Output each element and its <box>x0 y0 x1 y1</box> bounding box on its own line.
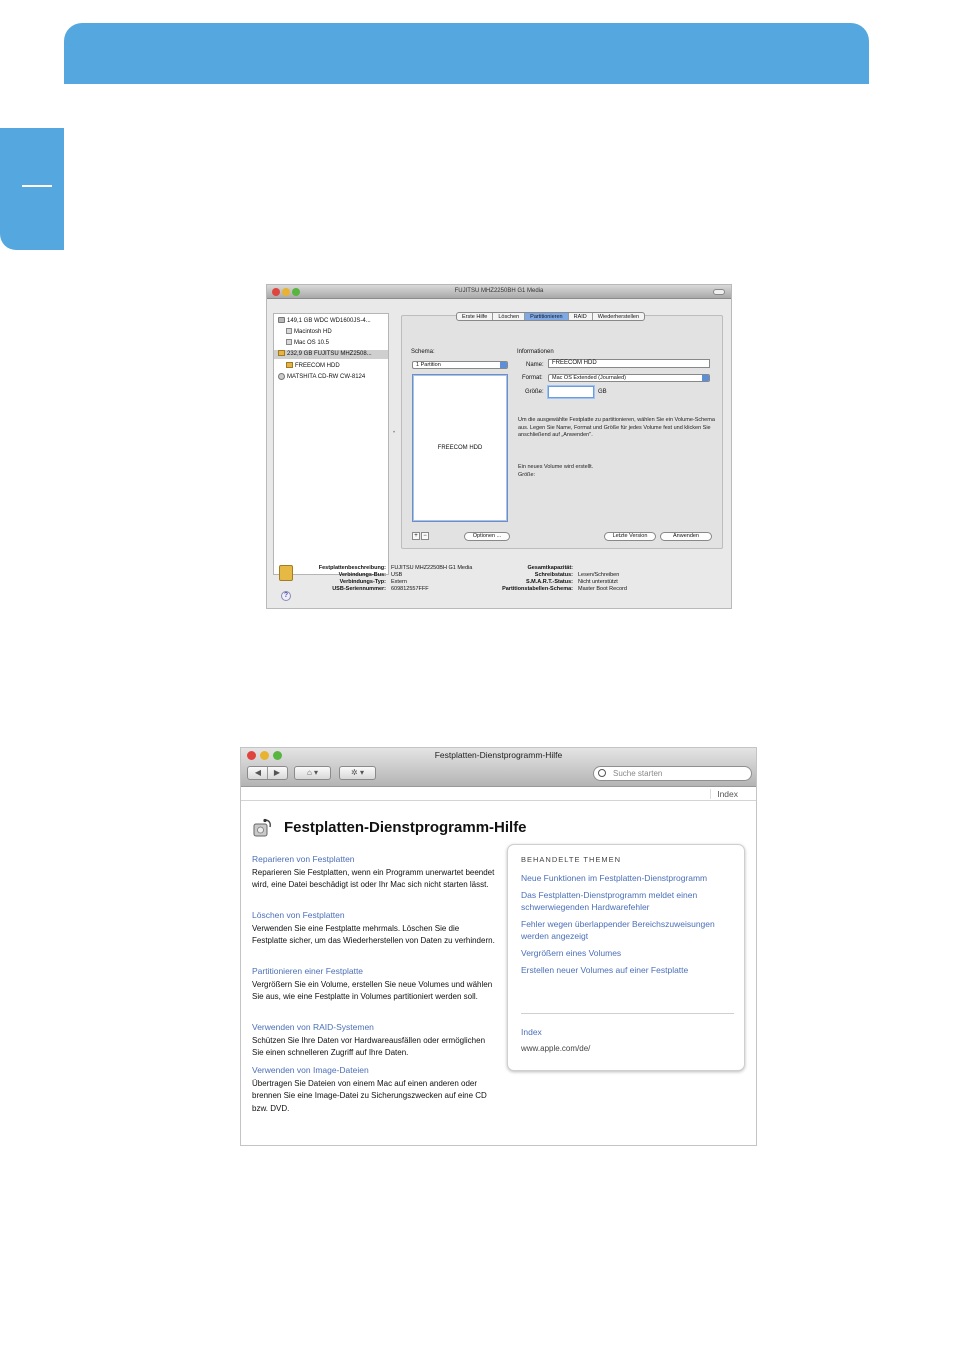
help-section <box>252 965 496 1004</box>
remove-partition-button[interactable]: − <box>421 532 429 540</box>
forward-button[interactable]: ▶ <box>273 768 281 777</box>
schema-select[interactable]: 1 Partition <box>412 361 508 369</box>
section-text: Vergrößern Sie ein Volume, erstellen Sie neue Volumes und wählen Sie aus, wie eine Festplatte in Volumes partitioniert werden soll. <box>252 979 493 1001</box>
topic-link[interactable]: Erstellen neuer Volumes auf einer Festplatte <box>521 965 689 975</box>
new-volume-text: Ein neues Volume wird erstellt. <box>518 464 594 470</box>
apple-url-link[interactable]: www.apple.com/de/ <box>521 1044 591 1053</box>
partition-map[interactable] <box>412 374 508 522</box>
device-item-selected[interactable]: 232,9 GB FUJITSU MHZ2508... <box>274 350 388 359</box>
volume-icon <box>286 328 292 334</box>
volume-item[interactable]: Mac OS 10.5 <box>286 339 329 348</box>
help-section <box>252 1021 496 1060</box>
volume-item[interactable]: FREECOM HDD <box>286 362 340 371</box>
tab-partition[interactable]: Partitionieren <box>525 313 568 320</box>
splitter-handle[interactable]: • <box>393 430 396 436</box>
info-value: Master Boot Record <box>578 586 627 592</box>
topics-divider <box>521 1013 734 1014</box>
volume-item[interactable]: Macintosh HD <box>286 328 332 337</box>
index-link[interactable]: Index <box>710 789 738 799</box>
index-bar <box>241 788 756 801</box>
section-link-erase[interactable]: Löschen von Festplatten <box>252 910 345 920</box>
help-section <box>252 1064 496 1115</box>
schema-label: Schema: <box>411 349 435 355</box>
name-field[interactable]: FREECOM HDD <box>548 359 710 368</box>
help-section <box>252 853 496 892</box>
info-label: Schreibstatus: <box>534 572 573 578</box>
hard-disk-icon <box>278 317 285 323</box>
help-viewer-window <box>240 747 757 1146</box>
options-button[interactable]: Optionen ... <box>464 532 510 541</box>
topic-link[interactable]: Vergrößern eines Volumes <box>521 948 622 958</box>
tab-raid[interactable]: RAID <box>569 313 593 320</box>
side-tab <box>0 128 64 250</box>
name-label: Name: <box>526 362 544 368</box>
section-link-raid[interactable]: Verwenden von RAID-Systemen <box>252 1022 374 1032</box>
info-label: USB-Seriennummer: <box>332 586 386 592</box>
info-label: Verbindungs-Typ: <box>339 579 386 585</box>
back-button[interactable]: ◀ <box>254 768 262 777</box>
info-value: Lesen/Schreiben <box>578 572 620 578</box>
topics-list <box>521 872 731 981</box>
topics-title: BEHANDELTE THEMEN <box>521 855 622 864</box>
search-icon <box>598 769 606 777</box>
disk-utility-icon <box>253 818 273 837</box>
optical-drive-icon <box>278 373 285 380</box>
section-text: Reparieren Sie Festplatten, wenn ein Programm unerwartet beendet wird, eine Datei beschädigt ist oder Ihr Mac sich nicht starten lässt. <box>252 867 495 889</box>
size-field[interactable] <box>548 386 594 398</box>
section-link-partition[interactable]: Partitionieren einer Festplatte <box>252 966 364 976</box>
disk-utility-window <box>266 284 732 609</box>
revert-button[interactable]: Letzte Version <box>604 532 656 541</box>
info-label: Partitionstabellen-Schema: <box>502 586 573 592</box>
home-button[interactable]: ⌂ ▾ <box>294 766 331 780</box>
info-value: Extern <box>391 579 407 585</box>
info-value: USB <box>391 572 403 578</box>
disk-utility-titlebar <box>267 285 731 299</box>
page-title: Festplatten-Dienstprogramm-Hilfe <box>284 819 527 836</box>
section-text: Schützen Sie Ihre Daten vor Hardwareausfällen oder ermöglichen Sie einen schnelleren Zugriff auf Ihre Daten. <box>252 1035 486 1057</box>
instructions-text: Um die ausgewählte Festplatte zu partitionieren, wählen Sie ein Volume-Schema aus. Legen Sie Name, Format und Größe für jedes Volume fest und klicken Sie anschließend auf „Anwenden". <box>518 417 715 438</box>
disk-info-area <box>267 555 731 609</box>
tab-restore[interactable]: Wiederherstellen <box>597 314 640 320</box>
section-text: Verwenden Sie eine Festplatte mehrmals. Löschen Sie die Festplatte sicher, um das Wiederherstellen von Daten zu verhindern. <box>252 923 495 945</box>
format-label: Format: <box>522 375 543 381</box>
help-section <box>252 909 496 948</box>
section-link-image[interactable]: Verwenden von Image-Dateien <box>252 1065 369 1075</box>
external-disk-icon <box>278 350 285 356</box>
external-disk-icon <box>279 565 293 581</box>
partition-label: FREECOM HDD <box>437 445 483 451</box>
info-label: Gesamtkapazität: <box>527 565 573 571</box>
chevron-down-icon <box>702 375 709 381</box>
info-value: Nicht unterstützt <box>578 579 618 585</box>
info-value: FUJITSU MHZ2250BH G1 Media <box>391 565 473 571</box>
info-label: S.M.A.R.T.-Status: <box>525 579 573 585</box>
tab-first-aid[interactable]: Erste Hilfe <box>457 313 493 320</box>
topic-link[interactable]: Neue Funktionen im Festplatten-Dienstprogramm <box>521 873 708 883</box>
chevron-down-icon <box>500 362 507 368</box>
new-volume-size-label: Größe: <box>518 472 536 478</box>
topics-index-link[interactable]: Index <box>521 1027 542 1037</box>
window-title: Festplatten-Dienstprogramm-Hilfe <box>434 750 563 760</box>
side-tab-line <box>22 185 52 187</box>
info-label: Verbindungs-Bus: <box>338 572 386 578</box>
device-list <box>273 313 389 575</box>
help-titlebar <box>241 748 756 787</box>
tab-bar <box>456 312 645 321</box>
search-input[interactable]: Suche starten <box>593 766 752 781</box>
external-volume-icon <box>286 362 293 368</box>
info-heading: Informationen <box>517 349 554 355</box>
section-link-repair[interactable]: Reparieren von Festplatten <box>252 854 355 864</box>
device-item[interactable]: 149,1 GB WDC WD1600JS-4... <box>278 317 371 326</box>
window-title: FUJITSU MHZ2250BH G1 Media <box>454 288 544 294</box>
add-partition-button[interactable]: + <box>412 532 420 540</box>
size-label: Größe: <box>525 389 544 395</box>
toolbar-toggle-button[interactable] <box>713 289 725 295</box>
help-button[interactable]: ? <box>281 591 291 601</box>
topics-box <box>507 844 745 1071</box>
tab-erase[interactable]: Löschen <box>493 313 525 320</box>
back-forward-control <box>247 766 288 780</box>
apply-button[interactable]: Anwenden <box>660 532 712 541</box>
topic-link[interactable]: Das Festplatten-Dienstprogramm meldet einen schwerwiegenden Hardwarefehler <box>521 890 698 912</box>
volume-icon <box>286 339 292 345</box>
format-select[interactable]: Mac OS Extended (Journaled) <box>548 374 710 382</box>
action-button[interactable]: ✲ ▾ <box>339 766 376 780</box>
topic-link[interactable]: Fehler wegen überlappender Bereichszuweisungen werden angezeigt <box>521 919 715 941</box>
size-unit: GB <box>598 389 607 395</box>
top-banner <box>64 23 869 84</box>
partition-panel <box>401 315 723 549</box>
device-item[interactable]: MATSHITA CD-RW CW-8124 <box>278 373 365 382</box>
info-value: 609812557FFF <box>391 586 429 592</box>
info-label: Festplattenbeschreibung: <box>318 565 386 571</box>
section-text: Übertragen Sie Dateien von einem Mac auf einen anderen oder brennen Sie eine Image-Datei zu Sicherungszwecken auf eine CD bzw. DVD. <box>252 1078 487 1113</box>
